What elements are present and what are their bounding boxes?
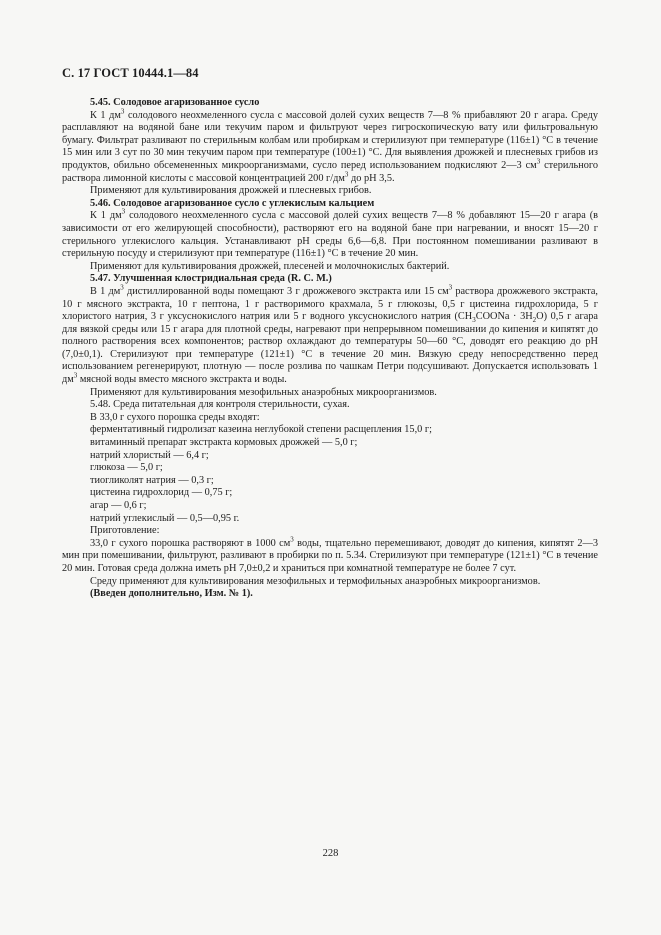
list-item: глюкоза — 5,0 г; (90, 462, 163, 474)
paragraph: Применяют для культивирования мезофильных анаэробных микроорганизмов. (90, 386, 437, 398)
paragraph: Приготовление: (90, 525, 160, 537)
paragraph: В 33,0 г сухого порошка среды входят: (90, 411, 260, 423)
paragraph: 33,0 г сухого порошка растворяют в 1000 $см^3$ воды, тщательно перемешивают, доводят до кипения, кипятят 2—3 мин при помешивании, фильтруют, разливают в пробирки по п. 5.34. Стерилизуют при температуре (121±1) °С в течение 20 мин. Готовая среда должна иметь pH 7,0±0,2 и храниться при комнатной температуре не более 7 сут. (62, 535, 598, 574)
section-heading: 5.45. Солодовое агаризованное сусло (90, 97, 260, 108)
list-item: агар — 0,6 г; (90, 500, 147, 511)
section-heading: (Введен дополнительно, Изм. № 1). (90, 588, 253, 600)
page-number: 228 (322, 848, 339, 859)
section-heading: 5.47. Улучшенная клостридиальная среда (R. C. M.) (90, 273, 332, 285)
paragraph: Применяют для культивирования дрожжей и плесневых грибов. (90, 185, 372, 197)
paragraph: К 1 $дм^3$ солодового неохмеленного сусла с массовой долей сухих веществ 7—8 % прибавляют 20 г агара. Среду расплавляют на водяной бане или текучим паром и фильтруют через гигроскопическую вату или фильтровальную бумагу. Фильтрат разливают по стерильным колбам или пробиркам и стерилизуют при температуре (116±1) °С в течение 15 мин или 3 сут по 30 мин текучим паром при температуре (100±1) °С. Для выявления дрожжей и плесневых грибов из продуктов, обильно обсемененных микроорганизмами, сусло перед использованием подкисляют 2—3 $см^3$ стерильного раствора лимонной кислоты с массовой концентрацией 200 $г/дм^3$ до pH 3,5. (62, 107, 599, 184)
list-item: натрий углекислый — 0,5—0,95 г. (90, 512, 240, 524)
paragraph: Среду применяют для культивирования мезофильных и термофильных анаэробных микроорганизмов. (90, 575, 541, 587)
paragraph: К 1 $дм^3$ солодового неохмеленного сусла с массовой долей сухих веществ 7—8 % добавляют 15—20 г агара (в зависимости от его желирующей способности), растворяют его на водяной бане при нагревании, и вносят 15—20 г стерильного углекислого кальция. Устанавливают pH среды 6,6—6,8. При постоянном помешивании разливают в стерильную посуду и стерилизуют при температуре (116±1) °С в течение 20 мин. (62, 207, 598, 260)
paragraph: 5.48. Среда питательная для контроля стерильности, сухая. (90, 399, 350, 411)
paragraph: В 1 $дм^3$ дистиллированной воды помещают 3 г дрожжевого экстракта или 15 $см^3$ раствора дрожжевого экстракта, 10 г мясного экстракта, 10 г пептона, 1 г растворимого крахмала, 5 г глюкозы, 0,5 г цистеина гидрохлорида, 5 г хлористого натрия, 3 г уксуснокислого натрия или 5 г водного уксуснокислого натрия $(CH_3COONa \cdot 3H_2O)$ 0,5 г агара для вязкой среды или 15 г агара для плотной среды, нагревают при непрерывном помешивании до кипения и кипятят до полного растворения всех компонентов; раствор охлаждают до температуры 50—60 °С, доводят его реакцию до pH (7,0±0,1). Стерилизуют при температуре (121±1) °С в течение 20 мин. Вязкую среду непосредственно перед использованием регенерируют, плотную — после розлива по чашкам Петри подсушивают. Допускается использовать 1 $дм^3$ мясной воды вместо мясного экстракта и воды. (62, 283, 598, 386)
page-header: С. 17 ГОСТ 10444.1—84 (62, 66, 199, 80)
document-body (62, 97, 598, 601)
section-heading: 5.46. Солодовое агаризованное сусло с углекислым кальцием (90, 197, 375, 209)
list-item: витаминный препарат экстракта кормовых дрожжей — 5,0 г; (90, 437, 358, 449)
list-item: ферментативный гидролизат казеина неглубокой степени расщепления 15,0 г; (90, 424, 432, 436)
list-item: цистеина гидрохлорид — 0,75 г; (90, 487, 233, 499)
list-item: тиогликолят натрия — 0,3 г; (90, 474, 214, 486)
paragraph: Применяют для культивирования дрожжей, плесеней и молочнокислых бактерий. (90, 260, 450, 272)
list-item: натрий хлористый — 6,4 г; (90, 449, 209, 461)
